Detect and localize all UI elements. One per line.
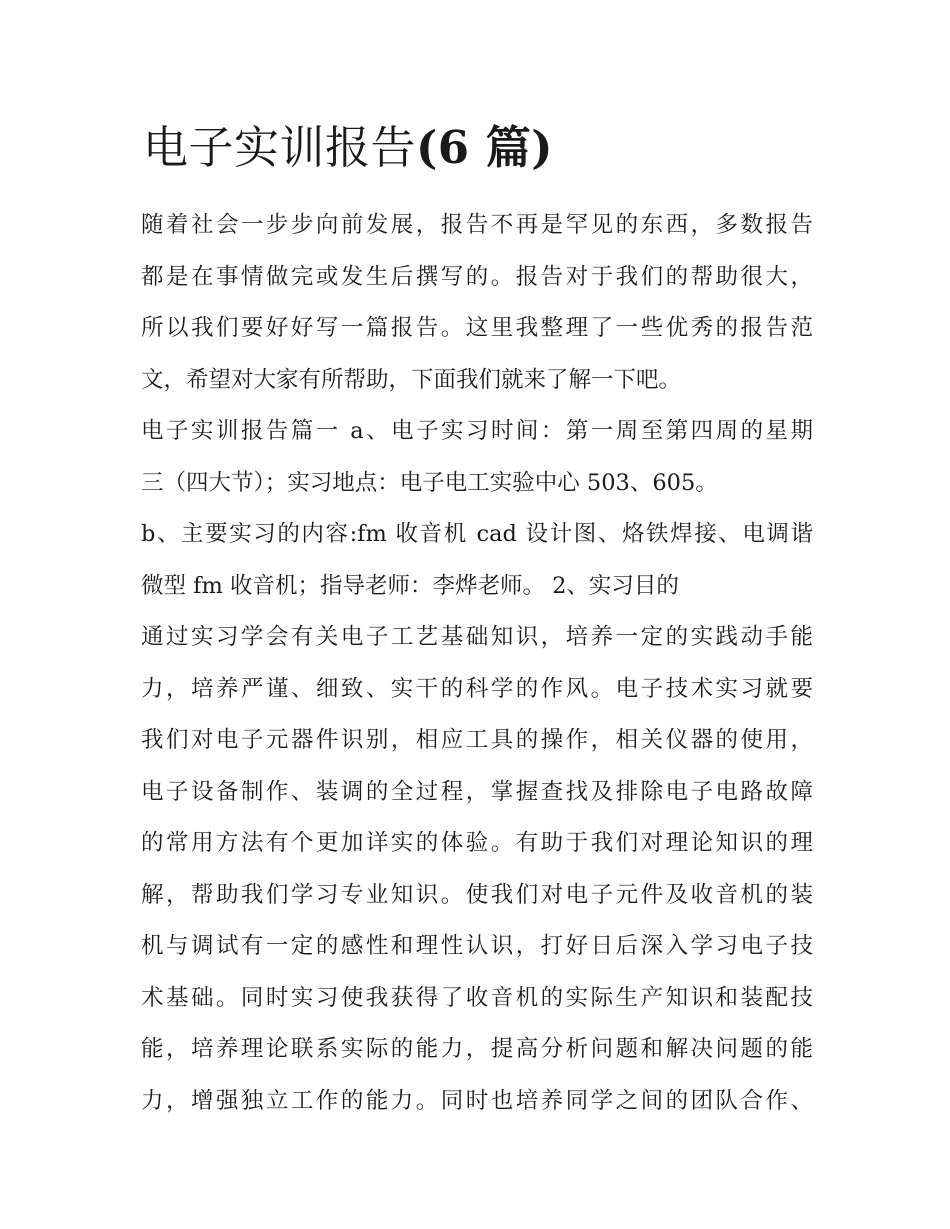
text-line: 力，培养严谨、细致、实干的科学的作风。电子技术实习就要: [141, 675, 813, 702]
text-line: 随着社会一步步向前发展，报告不再是罕见的东西，多数报告: [141, 212, 813, 238]
text-line: b、主要实习的内容:fm 收音机 cad 设计图、烙铁焊接、电调谐: [141, 521, 813, 547]
body-text: [141, 200, 813, 1127]
text-line: 都是在事情做完或发生后撰写的。报告对于我们的帮助很大，: [141, 263, 813, 290]
text-line: 电子设备制作、装调的全过程，掌握查找及排除电子电路故障: [141, 778, 813, 805]
text-line: 所以我们要好好写一篇报告。这里我整理了一些优秀的报告范: [141, 315, 813, 341]
text-line: 微型 fm 收音机；指导老师：李烨老师。 2、实习目的: [141, 572, 679, 599]
text-line: 通过实习学会有关电子工艺基础知识，培养一定的实践动手能: [141, 624, 813, 650]
text-line: 电子实训报告篇一 a、电子实习时间：第一周至第四周的星期: [141, 418, 813, 444]
text-line: 文，希望对大家有所帮助，下面我们就来了解一下吧。: [141, 366, 682, 393]
text-line: 我们对电子元器件识别，相应工具的操作，相关仪器的使用，: [141, 727, 813, 753]
text-line: 三（四大节）；实习地点：电子电工实验中心 503、605。: [141, 469, 718, 496]
text-line: 解，帮助我们学习专业知识。使我们对电子元件及收音机的装: [141, 881, 813, 908]
title-suffix-text: (6 篇): [416, 121, 554, 174]
text-line: 机与调试有一定的感性和理性认识，打好日后深入学习电子技: [141, 933, 813, 959]
text-line: 术基础。同时实习使我获得了收音机的实际生产知识和装配技: [141, 984, 813, 1011]
title-main-text: 电子实训报告: [143, 121, 417, 174]
text-line: 力，增强独立工作的能力。同时也培养同学之间的团队合作、: [141, 1087, 813, 1114]
text-line: 能，培养理论联系实际的能力，提高分析问题和解决问题的能: [141, 1036, 813, 1062]
text-line: 的常用方法有个更加详实的体验。有助于我们对理论知识的理: [141, 830, 813, 856]
page-title: [143, 118, 553, 178]
